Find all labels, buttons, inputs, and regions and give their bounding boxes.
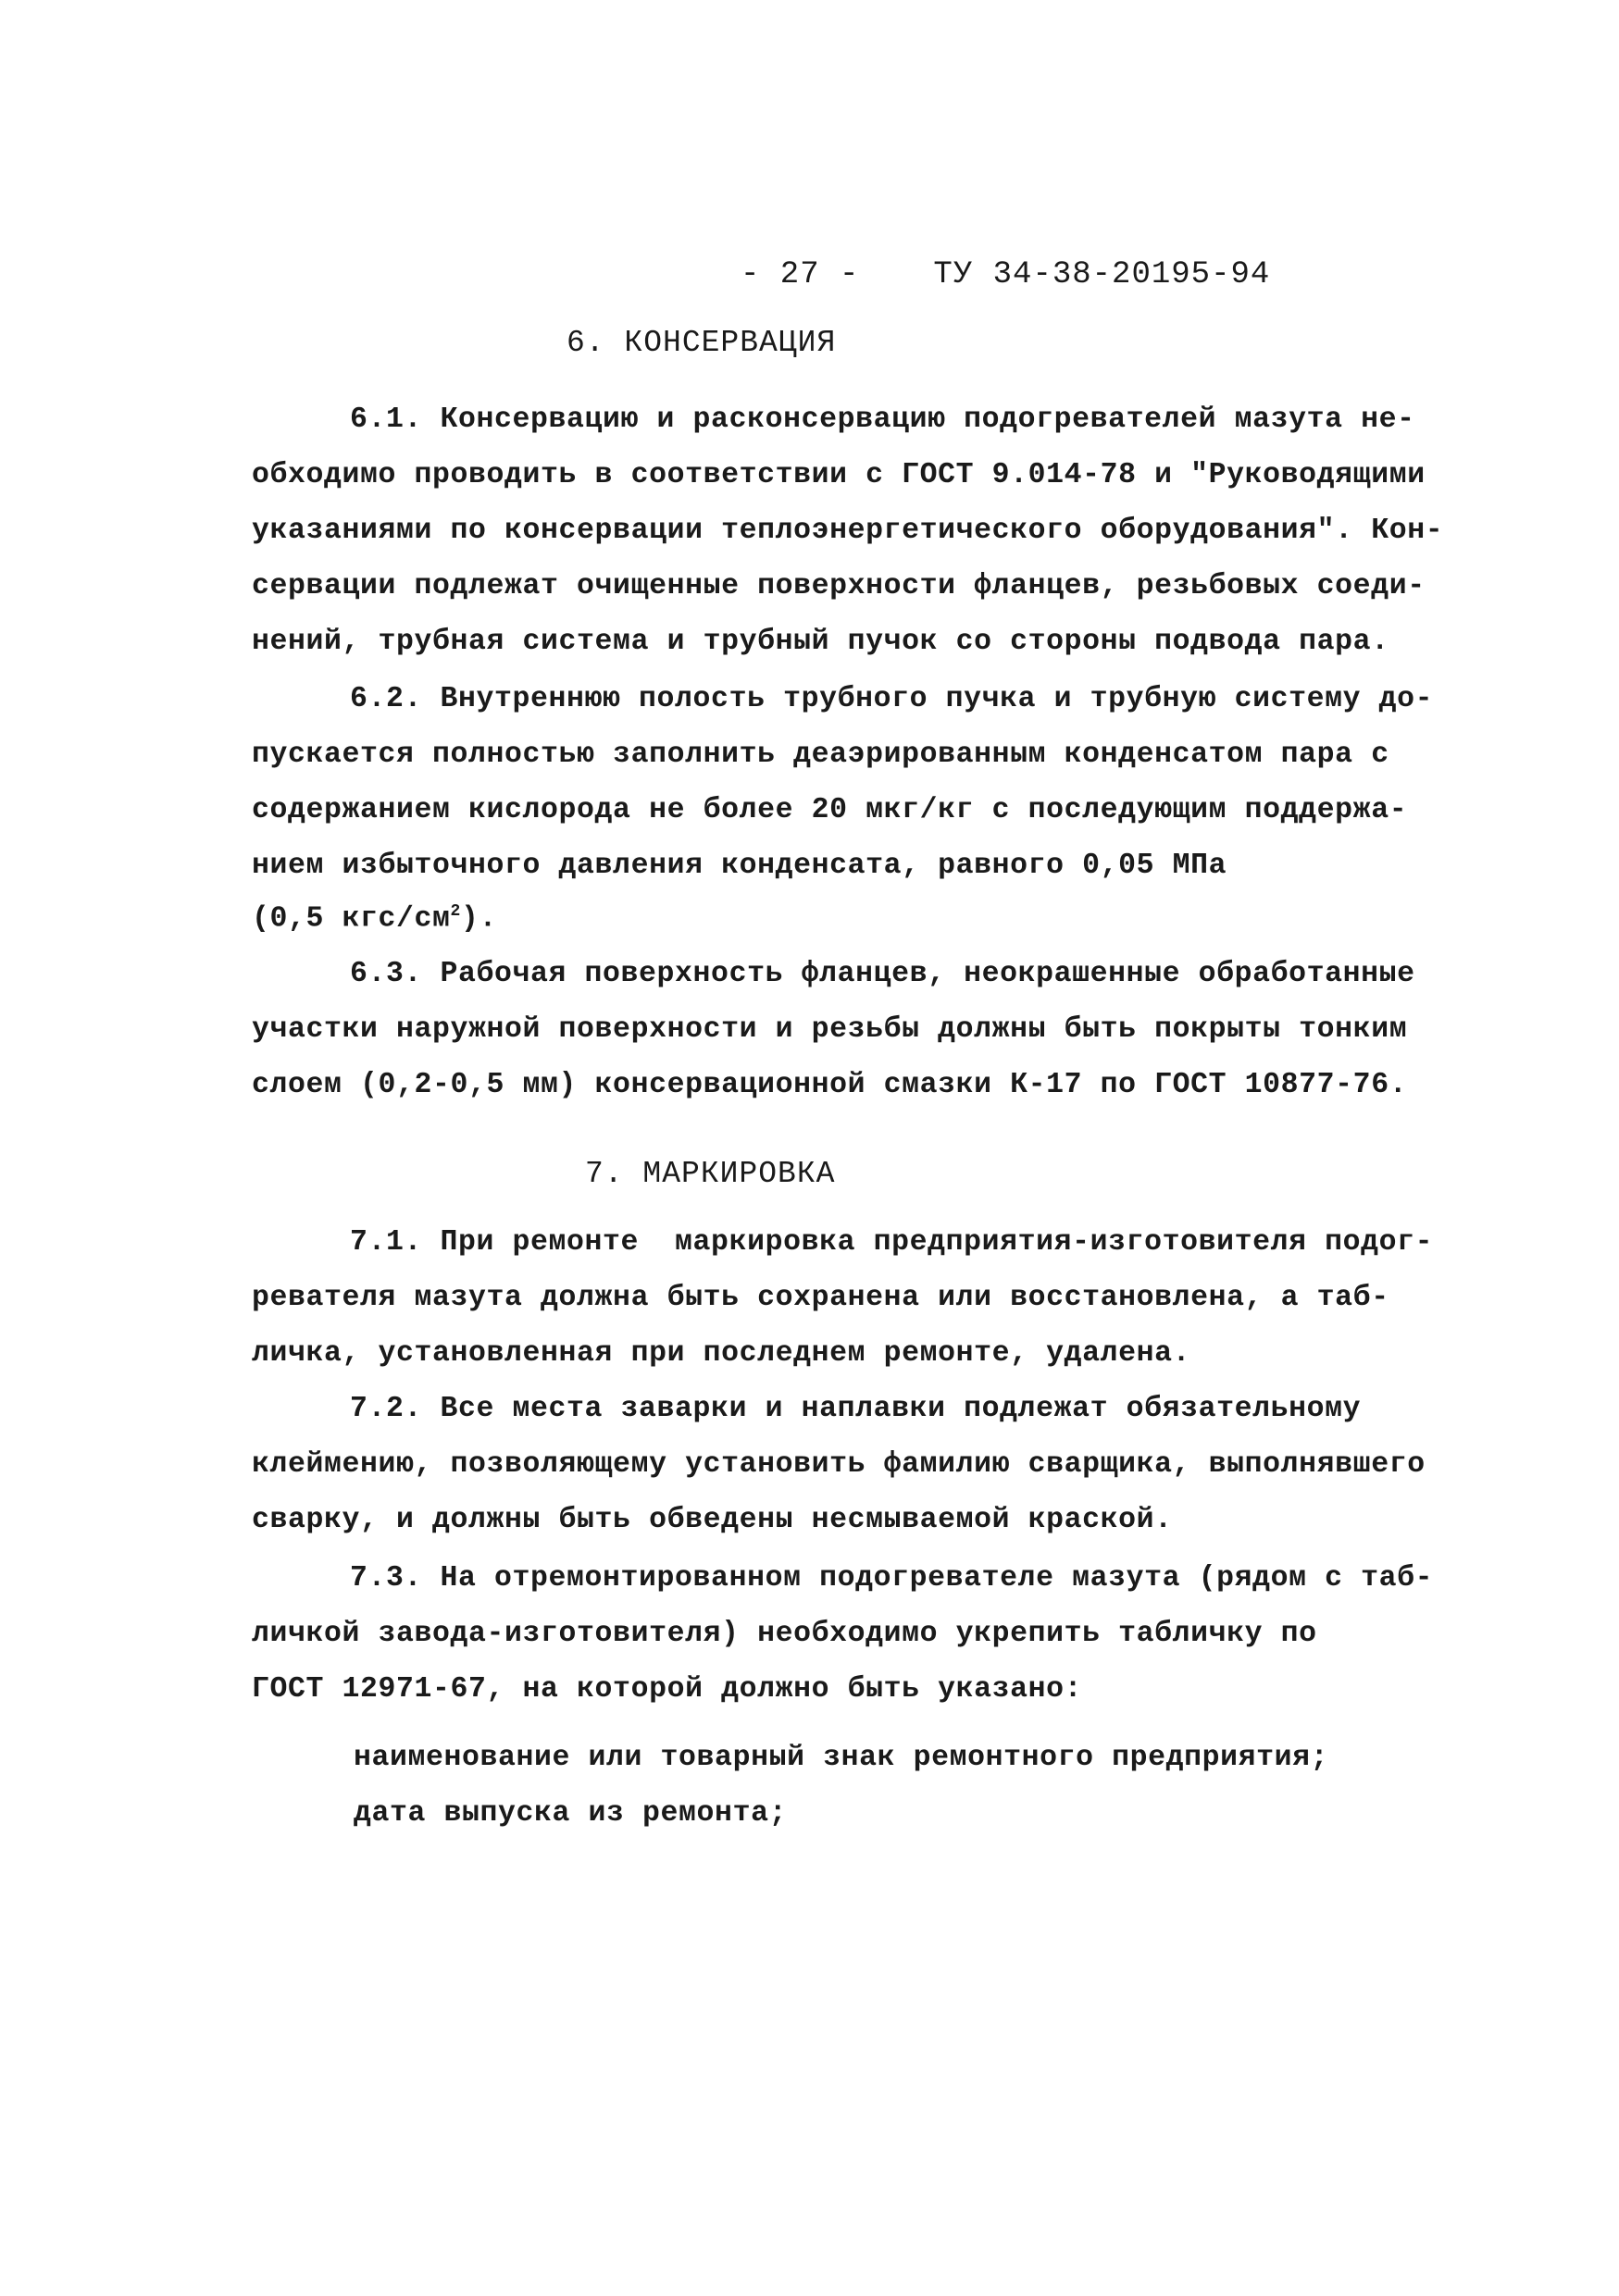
paragraph-7-3-line: ГОСТ 12971-67, на которой должно быть указано: (252, 1673, 1083, 1706)
paragraph-6-1-line: указаниями по консервации теплоэнергетического оборудования". Кон- (252, 515, 1444, 547)
paragraph-6-2-line: содержанием кислорода не более 20 мкг/кг с последующим поддержа- (252, 794, 1408, 826)
closing-paren: ). (460, 902, 497, 936)
paragraph-6-1-line: обходимо проводить в соответствии с ГОСТ 9.014-78 и "Руководящими (252, 459, 1426, 491)
paragraph-6-2-line: нием избыточного давления конденсата, равного 0,05 МПа (252, 850, 1227, 882)
paragraph-6-3-line: слоем (0,2-0,5 мм) консервационной смазки К-17 по ГОСТ 10877-76. (252, 1069, 1408, 1101)
paragraph-7-2-line: клеймению, позволяющему установить фамилию сварщика, выполнявшего (252, 1448, 1426, 1481)
paragraph-6-2-line: 6.2. Внутреннюю полость трубного пучка и трубную систему до- (350, 683, 1434, 715)
paragraph-7-2-line: 7.2. Все места заварки и наплавки подлежат обязательному (350, 1393, 1362, 1425)
paragraph-7-1-line: 7.1. При ремонте маркировка предприятия-изготовителя подог- (350, 1226, 1434, 1259)
paragraph-7-2-line: сварку, и должны быть обведены несмываемой краской. (252, 1504, 1173, 1536)
section-6-title: 6. КОНСЕРВАЦИЯ (567, 326, 837, 360)
paragraph-7-3-line: личкой завода-изготовителя) необходимо укрепить табличку по (252, 1618, 1317, 1650)
paragraph-6-1-line: 6.1. Консервацию и расконсервацию подогревателей мазута не- (350, 403, 1415, 436)
paragraph-7-1-line: личка, установленная при последнем ремонте, удалена. (252, 1337, 1191, 1370)
paragraph-6-2-line (252, 902, 497, 936)
section-7-title: 7. МАРКИРОВКА (585, 1157, 836, 1191)
document-code: ТУ 34-38-20195-94 (933, 257, 1271, 292)
list-item: наименование или товарный знак ремонтного предприятия; (354, 1742, 1329, 1774)
paragraph-6-3-line: 6.3. Рабочая поверхность фланцев, неокрашенные обработанные (350, 958, 1415, 990)
list-item: дата выпуска из ремонта; (354, 1797, 788, 1830)
paragraph-6-3-line: участки наружной поверхности и резьбы должны быть покрыты тонким (252, 1013, 1408, 1046)
paragraph-6-1-line: нений, трубная система и трубный пучок со стороны подвода пара. (252, 626, 1389, 658)
paragraph-7-1-line: ревателя мазута должна быть сохранена или восстановлена, а таб- (252, 1282, 1389, 1314)
paragraph-6-2-line: пускается полностью заполнить деаэрированным конденсатом пара с (252, 738, 1389, 771)
paragraph-7-3-line: 7.3. На отремонтированном подогревателе мазута (рядом с таб- (350, 1562, 1434, 1595)
page-header (741, 257, 1270, 292)
paragraph-6-1-line: сервации подлежат очищенные поверхности фланцев, резьбовых соеди- (252, 570, 1426, 602)
page-number: - 27 - (741, 257, 860, 292)
pressure-value: (0,5 кгс/см (252, 902, 451, 936)
superscript: 2 (450, 902, 461, 921)
